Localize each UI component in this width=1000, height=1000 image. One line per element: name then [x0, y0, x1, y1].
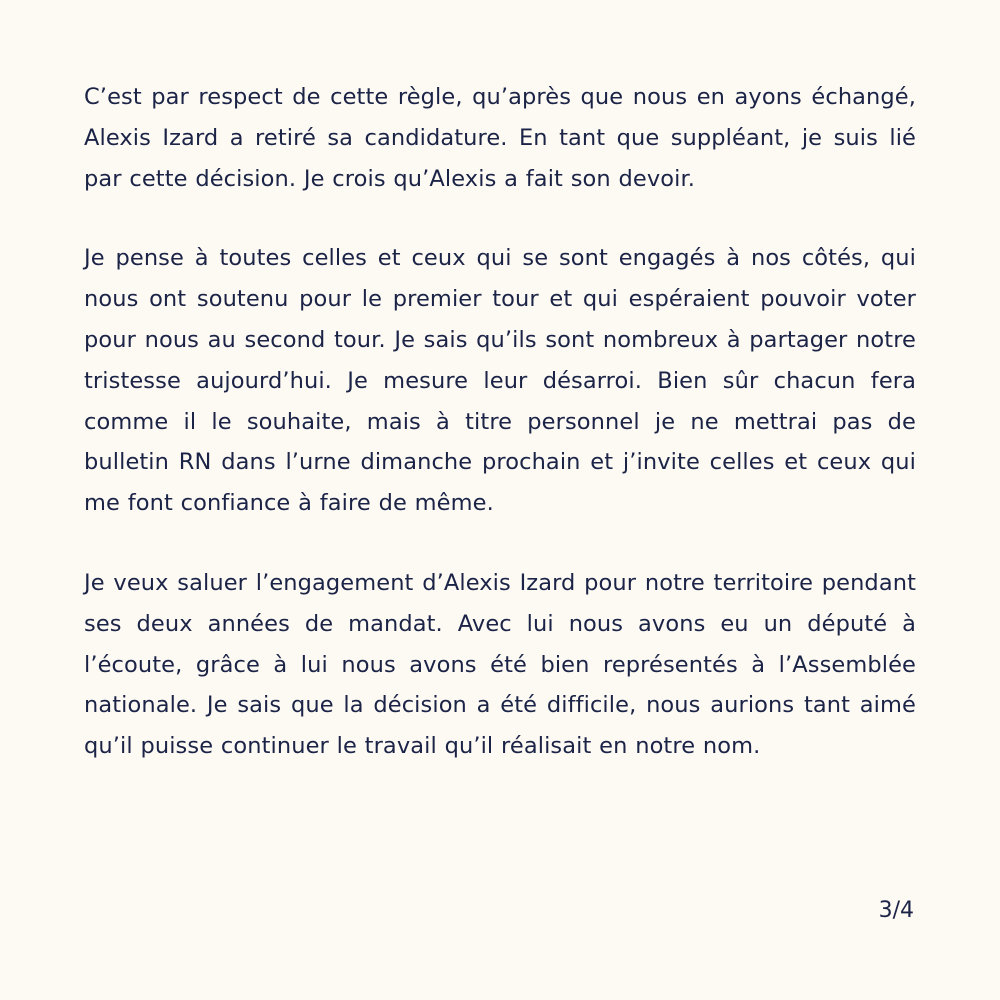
- page-number: 3/4: [878, 898, 914, 923]
- document-body: [84, 77, 916, 806]
- paragraph-1: C’est par respect de cette règle, qu’après que nous en ayons échangé, Alexis Izard a retiré sa candidature. En tant que suppléant, je suis lié par cette décision. Je crois qu’Alexis a fait son devoir.: [84, 84, 916, 192]
- paragraph-3: Je veux saluer l’engagement d’Alexis Izard pour notre territoire pendant ses deux années de mandat. Avec lui nous avons eu un député à l’écoute, grâce à lui nous avons été bien représentés à l’Assemblée nationale. Je sais que la décision a été difficile, nous aurions tant aimé qu’il puisse continuer le travail qu’il réalisait en notre nom.: [84, 569, 916, 760]
- paragraph-2: Je pense à toutes celles et ceux qui se sont engagés à nos côtés, qui nous ont soutenu pour le premier tour et qui espéraient pouvoir voter pour nous au second tour. Je sais qu’ils sont nombreux à partager notre tristesse aujourd’hui. Je mesure leur désarroi. Bien sûr chacun fera comme il le souhaite, mais à titre personnel je ne mettrai pas de bulletin RN dans l’urne dimanche prochain et j’invite celles et ceux qui me font confiance à faire de même.: [84, 245, 916, 517]
